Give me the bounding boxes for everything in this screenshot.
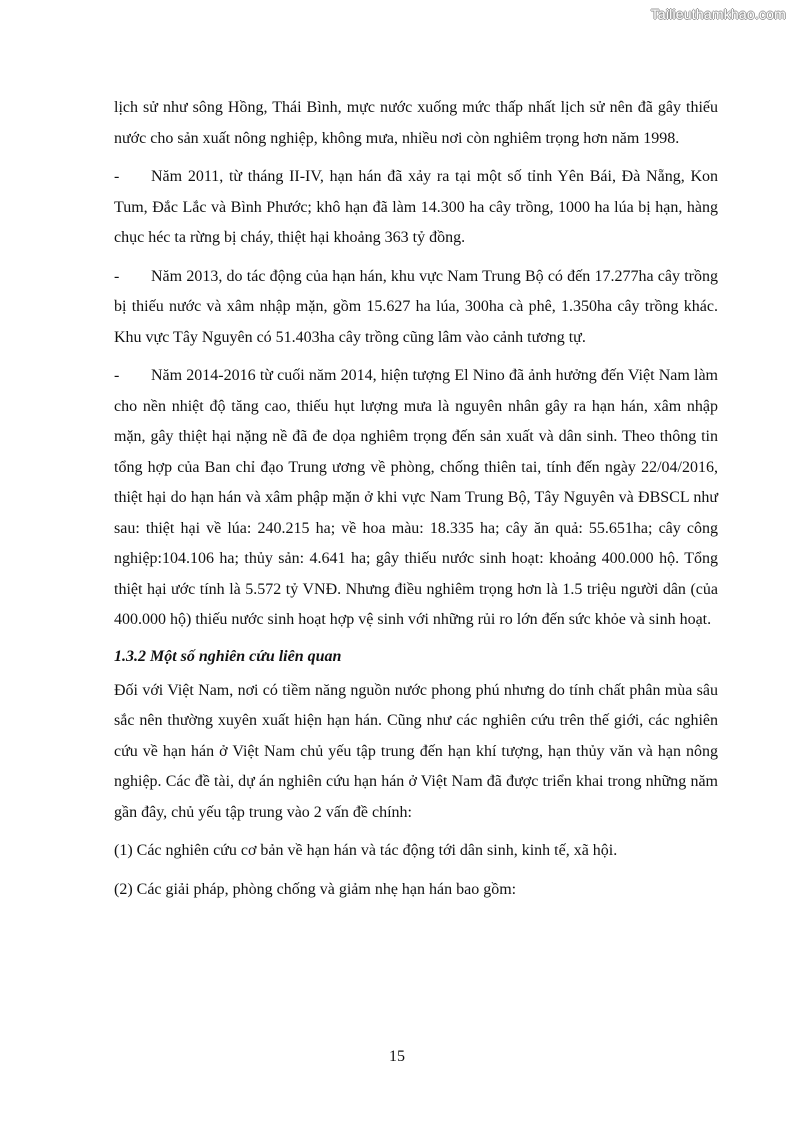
section-item-1: (1) Các nghiên cứu cơ bản về hạn hán và tác động tới dân sinh, kinh tế, xã hội. [114, 842, 618, 859]
bullet-2013 [114, 262, 718, 354]
watermark: Tailieuthamkhao.com [650, 6, 786, 22]
bullet-2014-2016 [114, 361, 718, 636]
paragraph-intro [114, 93, 718, 154]
document-body [114, 93, 718, 913]
bullet-2011 [114, 162, 718, 254]
paragraph-text: Năm 2011, từ tháng II-IV, hạn hán đã xảy ra tại một số tỉnh Yên Bái, Đà Nẵng, Kon Tum, Đắc Lắc và Bình Phước; khô hạn đã làm 14.300 ha cây trồng, 1000 ha lúa bị hạn, hàng chục héc ta rừng bị cháy, thiệt hại khoảng 363 tỷ đồng. [114, 168, 718, 246]
paragraph-text: Năm 2013, do tác động của hạn hán, khu vực Nam Trung Bộ có đến 17.277ha cây trồng bị thiếu nước và xâm nhập mặn, gồm 15.627 ha lúa, 300ha cà phê, 1.350ha cây trồng khác. Khu vực Tây Nguyên có 51.403ha cây trồng cũng lâm vào cảnh tương tự. [114, 267, 718, 346]
section-heading: 1.3.2 Một số nghiên cứu liên quan [114, 647, 342, 665]
section-item-2: (2) Các giải pháp, phòng chống và giảm nhẹ hạn hán bao gồm: [114, 880, 517, 898]
section-paragraph: Đối với Việt Nam, nơi có tiềm năng nguồn nước phong phú nhưng do tính chất phân mùa sâu sắc nên thường xuyên xuất hiện hạn hán. Cũng như các nghiên cứu trên thế giới, các nghiên cứu về hạn hán ở Việt Nam chủ yếu tập trung đến hạn khí tượng, hạn thủy văn và hạn nông nghiệp. Các đề tài, dự án nghiên cứu hạn hán ở Việt Nam đã được triển khai trong những năm gần đây, chủ yếu tập trung vào 2 vấn đề chính: [114, 681, 718, 821]
bullet-dash: - [114, 367, 120, 384]
bullet-dash: - [114, 168, 120, 185]
bullet-dash: - [114, 267, 120, 285]
paragraph-text: lịch sử như sông Hồng, Thái Bình, mực nước xuống mức thấp nhất lịch sử nên đã gây thiếu nước cho sản xuất nông nghiệp, không mưa, nhiều nơi còn nghiêm trọng hơn năm 1998. [114, 99, 718, 147]
page-number: 15 [389, 1048, 405, 1065]
paragraph-text: Năm 2014-2016 từ cuối năm 2014, hiện tượng El Nino đã ảnh hưởng đến Việt Nam làm cho nền nhiệt độ tăng cao, thiếu hụt lượng mưa là nguyên nhân gây ra hạn hán, xâm nhập mặn, gây thiệt hại nặng nề đã đe dọa nghiêm trọng đến sản xuất và dân sinh. Theo thông tin tổng hợp của Ban chỉ đạo Trung ương về phòng, chống thiên tai, tính đến ngày 22/04/2016, thiệt hại do hạn hán và xâm phập mặn ở khi vực Nam Trung Bộ, Tây Nguyên và ĐBSCL như sau: thiệt hại về lúa: 240.215 ha; về hoa màu: 18.335 ha; cây ăn quả: 55.651ha; cây công nghiệp:104.106 ha; thủy sản: 4.641 ha; gây thiếu nước sinh hoạt: khoảng 400.000 hộ. Tổng thiệt hại ước tính là 5.572 tỷ VNĐ. Nhưng điều nghiêm trọng hơn là 1.5 triệu người dân (của 400.000 hộ) thiếu nước sinh hoạt hợp vệ sinh với những rủi ro lớn đến sức khỏe và sinh hoạt. [114, 367, 718, 628]
